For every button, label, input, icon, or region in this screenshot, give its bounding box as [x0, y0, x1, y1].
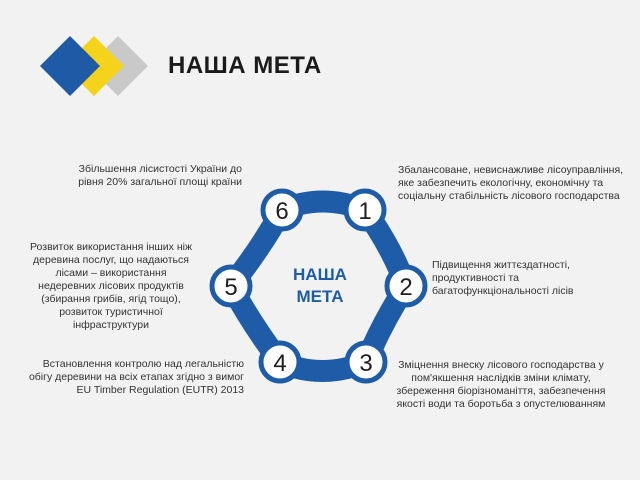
ring-node-6 — [263, 191, 301, 229]
node-number: 3 — [359, 350, 373, 377]
node-number: 4 — [273, 350, 287, 377]
node-number: 5 — [224, 274, 238, 301]
goal-text-1: Збалансоване, невиснажливе лісоуправління, яке забезпечить екологічну, економічну та соціальну стабільність лісового господарства — [398, 164, 624, 202]
goal-text-6: Збільшення лісистості України до рівня 20% загальної площі країни — [78, 163, 242, 188]
ring-node-3 — [347, 343, 385, 381]
center-label-line1: НАША — [293, 265, 347, 284]
ring-node-2 — [387, 267, 425, 305]
node-number: 6 — [275, 198, 289, 225]
center-label-line2: МЕТА — [296, 287, 344, 306]
goal-text-2: Підвищення життєздатності, продуктивності та багатофункціональності лісів — [432, 259, 574, 297]
goal-text-4: Встановлення контролю над легальністю обігу деревини на всіх етапах згідно з вимог EU Timber Regulation (EUTR) 2013 — [28, 358, 244, 396]
ring-node-4 — [261, 343, 299, 381]
node-number: 2 — [399, 274, 413, 301]
page-title: НАША МЕТА — [168, 52, 322, 79]
ring-node-5 — [212, 267, 250, 305]
ring-node-1 — [346, 191, 384, 229]
goal-text-5: Розвиток використання інших ніж деревина послуг, що надаються лісами – використання недеревних лісових продуктів (збирання грибів, ягід тощо), розвиток туристичної інфраструктури — [30, 241, 192, 331]
goal-text-3: Зміцнення внеску лісового господарства у пом'якшення наслідків зміни клімату, збереження біорізноманіття, забезпечення якості води та боротьба з опустелюванням — [396, 359, 606, 410]
node-number: 1 — [358, 198, 372, 225]
